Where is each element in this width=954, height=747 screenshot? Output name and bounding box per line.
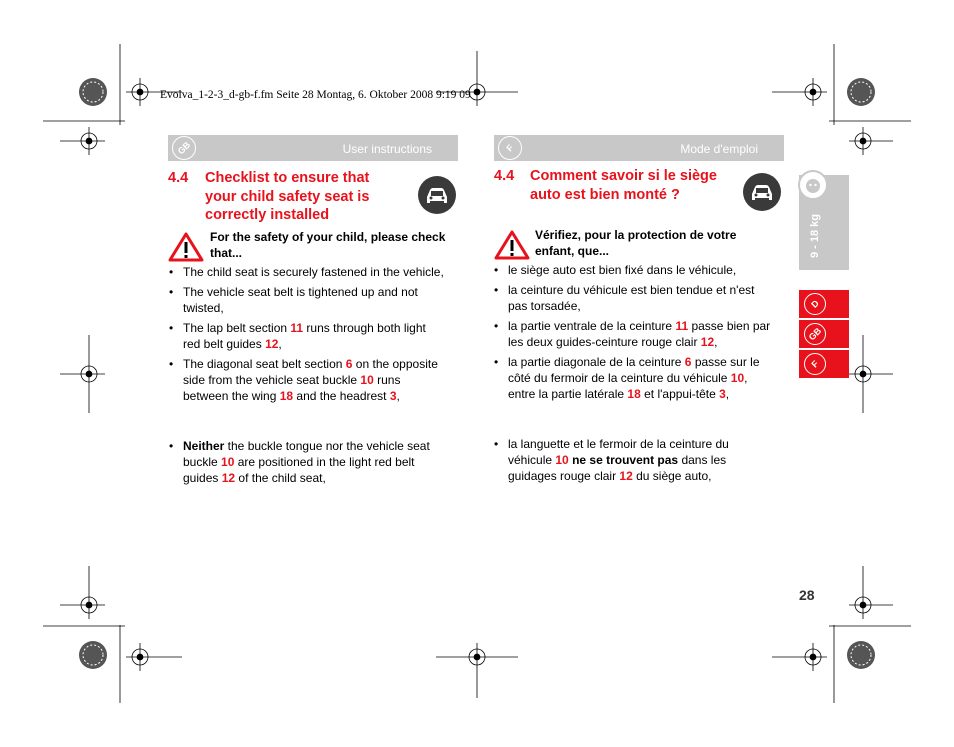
- warning-triangle-icon: [494, 230, 530, 260]
- list-item: • The vehicle seat belt is tightened up and not twisted,: [169, 284, 469, 316]
- list-item: • la partie ventrale de la ceinture 11 passe bien par les deux guides-ceinture rouge clair 12,: [494, 318, 794, 350]
- list-item: • la partie diagonale de la ceinture 6 passe sur le côté du fermoir de la ceinture du véhicule 10, entre la partie latérale 18 et l'appui-tête 3,: [494, 354, 794, 402]
- title-line: correctly installed: [205, 207, 330, 223]
- warning-line: For the safety of your child, please check: [210, 230, 446, 244]
- checklist-gb-2: [169, 438, 469, 490]
- list-item: • le siège auto est bien fixé dans le véhicule,: [494, 262, 794, 278]
- checklist-f-2: [494, 436, 794, 488]
- file-info-line: Evolva_1-2-3_d-gb-f.fm Seite 28 Montag, 6. Oktober 2008 9:19 09: [160, 89, 471, 101]
- weight-label: 9 - 18 kg: [809, 213, 821, 258]
- list-item: • The lap belt section 11 runs through both light red belt guides 12,: [169, 320, 469, 352]
- lang-badge-f: F: [493, 131, 527, 165]
- section-number: 4.4: [494, 168, 515, 184]
- tab-gb[interactable]: GB: [799, 320, 849, 348]
- list-item: • The diagonal seat belt section 6 on the opposite side from the vehicle seat buckle 10 runs between the wing 18 and the headrest 3,: [169, 356, 469, 404]
- title-line: auto est bien monté ?: [530, 186, 680, 203]
- section-number: 4.4: [168, 170, 189, 186]
- warning-text: [535, 227, 736, 259]
- section-title: [205, 169, 369, 225]
- lang-badge-gb: GB: [167, 131, 201, 165]
- list-item: • Neither the buckle tongue nor the vehicle seat buckle 10 are positioned in the light red belt guides 12 of the child seat,: [169, 438, 469, 486]
- car-front-icon: [743, 173, 781, 211]
- header-bar-gb: [168, 135, 458, 161]
- title-line: Comment savoir si le siège: [530, 168, 717, 184]
- title-line: Checklist to ensure that: [205, 170, 370, 186]
- tab-f[interactable]: F: [799, 350, 849, 378]
- warning-text: [210, 229, 445, 261]
- checklist-gb: [169, 264, 469, 408]
- header-label: User instructions: [342, 142, 432, 156]
- list-item: • The child seat is securely fastened in the vehicle,: [169, 264, 469, 280]
- baby-face-icon: [796, 168, 830, 202]
- warning-triangle-icon: [168, 232, 204, 262]
- section-title: [530, 167, 717, 204]
- header-bar-f: [494, 135, 784, 161]
- warning-line: Vérifiez, pour la protection de votre: [535, 228, 737, 242]
- page-number: 28: [799, 587, 815, 603]
- tab-d[interactable]: D: [799, 290, 849, 318]
- warning-line: that...: [210, 246, 242, 260]
- checklist-f: [494, 262, 794, 406]
- header-label: Mode d'emploi: [680, 142, 758, 156]
- car-front-icon: [418, 176, 456, 214]
- title-line: your child safety seat is: [205, 188, 370, 205]
- list-item: • la languette et le fermoir de la ceinture du véhicule 10 ne se trouvent pas dans les guidages rouge clair 12 du siège auto,: [494, 436, 794, 484]
- warning-line: enfant, que...: [535, 244, 610, 258]
- list-item: • la ceinture du véhicule est bien tendue et n'est pas torsadée,: [494, 282, 794, 314]
